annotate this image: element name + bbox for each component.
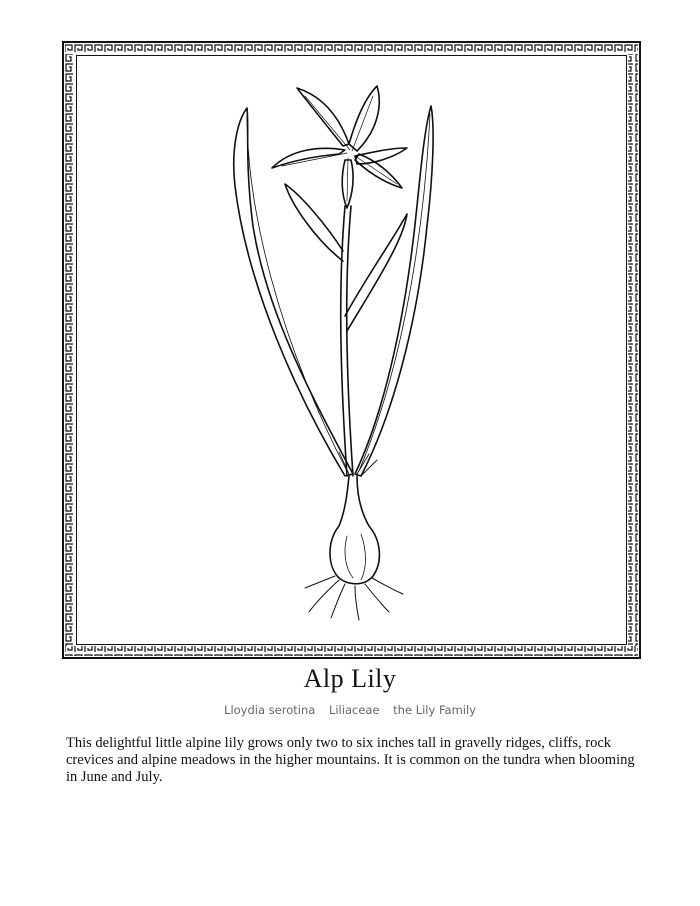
flower-petal-left [272, 148, 345, 168]
left-leaf [234, 108, 353, 476]
stem [341, 206, 347, 476]
bulb [330, 476, 379, 584]
family-latin: Liliaceae [328, 703, 380, 717]
stem-leaf-right [345, 214, 407, 331]
family-common: the Lily Family [393, 703, 476, 717]
flower-petal-upper-left [297, 88, 349, 146]
taxonomy-line [0, 703, 700, 717]
page-title: Alp Lily [303, 664, 397, 693]
right-leaf [355, 106, 433, 476]
roots [305, 576, 403, 620]
alp-lily-illustration [77, 56, 626, 644]
stem-leaf-left [285, 184, 343, 261]
description-text: This delightful little alpine lily grows only two to six inches tall in gravelly ridges, cliffs, rock crevices and alpine meadows in the higher mountains. It is common on the tundra when blooming in June and July. [66, 735, 635, 785]
scientific-name: Lloydia serotina [224, 703, 316, 717]
